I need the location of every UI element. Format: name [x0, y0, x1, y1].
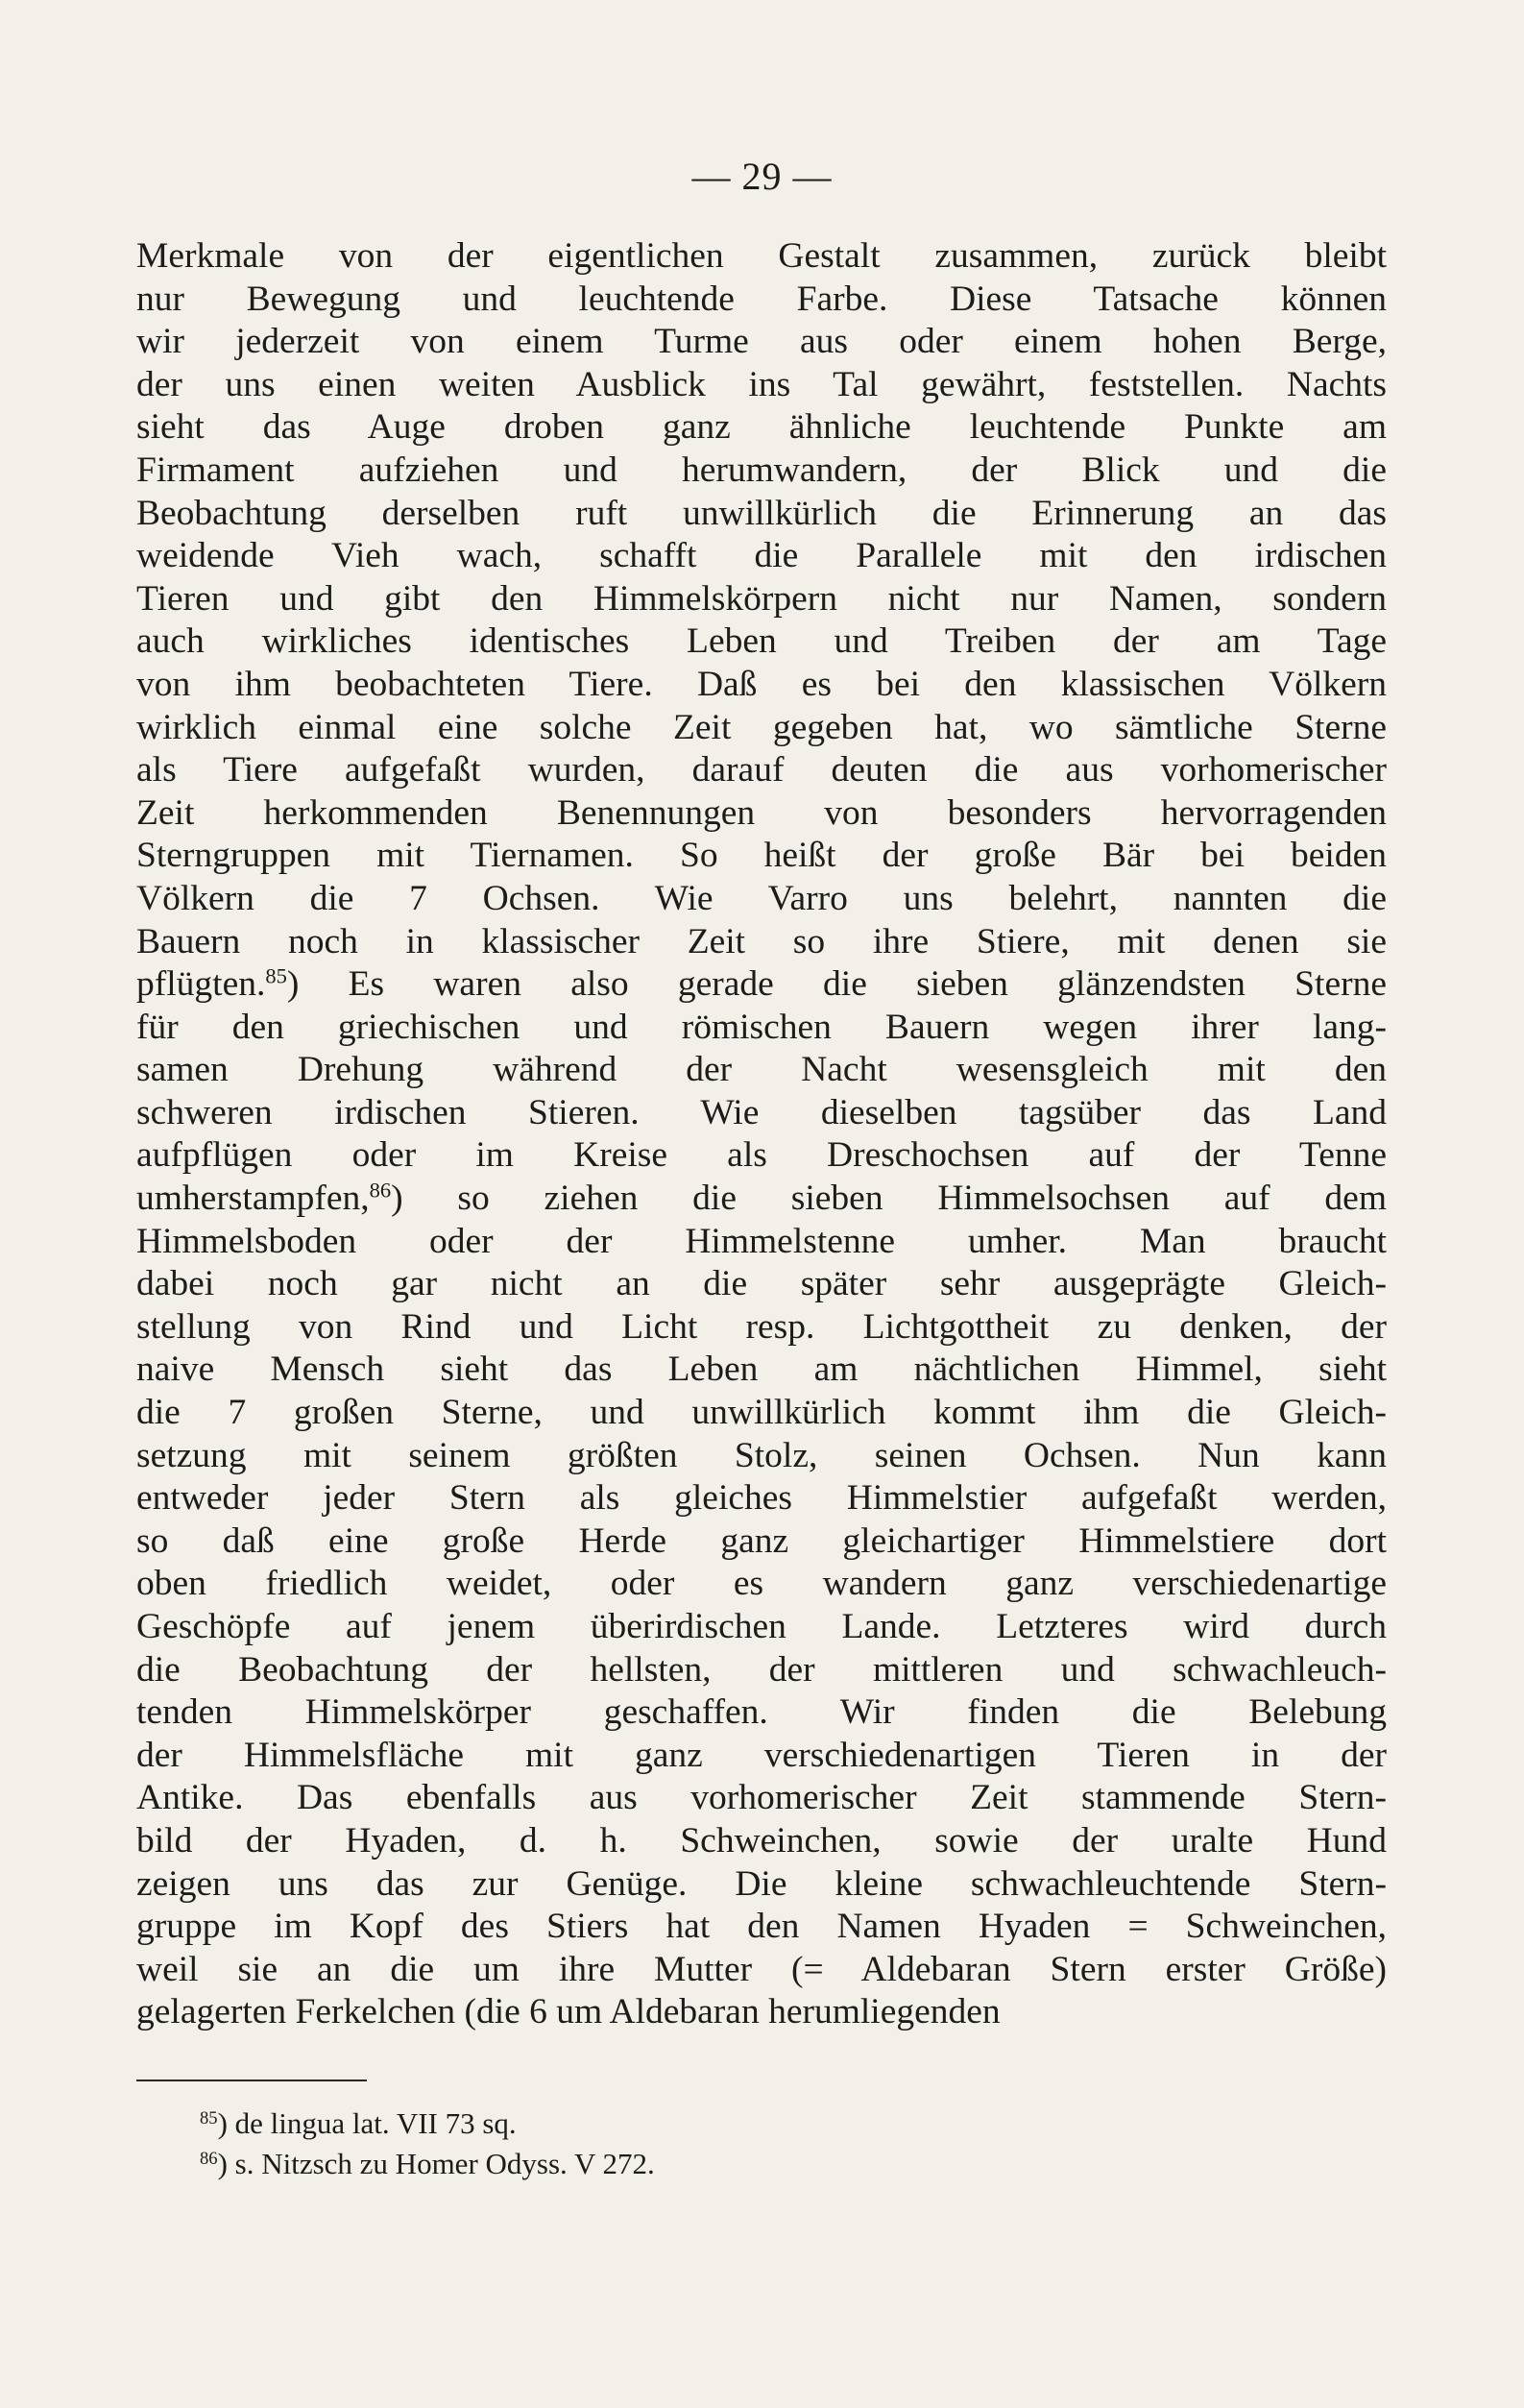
body-line: nur Bewegung und leuchtende Farbe. Diese Tatsache können [136, 279, 1387, 319]
body-line: für den griechischen und römischen Bauern wegen ihrer lang- [136, 1007, 1387, 1047]
body-line: als Tiere aufgefaßt wurden, darauf deuten die aus vorhomerischer [136, 750, 1387, 791]
body-line: stellung von Rind und Licht resp. Lichtgottheit zu denken, der [136, 1306, 1387, 1347]
body-line: pflügten.$^{85}$) Es waren also gerade die sieben glänzendsten Sterne [136, 963, 1387, 1005]
body-line: gelagerten Ferkelchen (die 6 um Aldebaran herumliegenden [136, 1992, 1001, 2032]
body-line: Bauern noch in klassischer Zeit so ihre Stiere, mit denen sie [136, 921, 1387, 961]
body-line: umherstampfen,$^{86}$) so ziehen die sieben Himmelsochsen auf dem [136, 1178, 1387, 1219]
body-line: der uns einen weiten Ausblick ins Tal gewährt, feststellen. Nachts [136, 364, 1387, 404]
body-line: Firmament aufziehen und herumwandern, der Blick und die [136, 450, 1387, 490]
body-line: so daß eine große Herde ganz gleichartiger Himmelstiere dort [136, 1520, 1387, 1561]
body-line: wirklich einmal eine solche Zeit gegeben hat, wo sämtliche Sterne [136, 707, 1387, 747]
body-line: weidende Vieh wach, schafft die Parallele mit den irdischen [136, 536, 1387, 576]
body-line: weil sie an die um ihre Mutter (= Aldebaran Stern erster Größe) [136, 1949, 1387, 1989]
page-number: — 29 — [691, 155, 833, 198]
body-line: entweder jeder Stern als gleiches Himmelstier aufgefaßt werden, [136, 1478, 1387, 1519]
body-line: setzung mit seinem größten Stolz, seinen Ochsen. Nun kann [136, 1435, 1387, 1475]
body-line: von ihm beobachteten Tiere. Daß es bei den klassischen Völkern [136, 664, 1387, 704]
body-line: Völkern die 7 Ochsen. Wie Varro uns belehrt, nannten die [136, 878, 1387, 918]
body-line: sieht das Auge droben ganz ähnliche leuchtende Punkte am [136, 407, 1387, 448]
body-line: der Himmelsfläche mit ganz verschiedenartigen Tieren in der [136, 1735, 1387, 1775]
footnote-reference: 85 [265, 963, 287, 988]
footnote-text: ) de lingua lat. VII 73 sq. [217, 2106, 517, 2140]
footnote-reference: 86 [369, 1178, 392, 1203]
body-line: die 7 großen Sterne, und unwillkürlich kommt ihm die Gleich- [136, 1393, 1387, 1433]
body-line: bild der Hyaden, d. h. Schweinchen, sowie der uralte Hund [136, 1820, 1387, 1861]
body-line: Sterngruppen mit Tiernamen. So heißt der große Bär bei beiden [136, 836, 1387, 876]
body-line: samen Drehung während der Nacht wesensgleich mit den [136, 1050, 1387, 1090]
footnote [200, 2144, 655, 2184]
footnote-text: ) s. Nitzsch zu Homer Odyss. V 272. [217, 2147, 655, 2180]
body-line: Himmelsboden oder der Himmelstenne umher. Man braucht [136, 1221, 1387, 1261]
body-line: schweren irdischen Stieren. Wie dieselben tagsüber das Land [136, 1092, 1387, 1132]
body-line: wir jederzeit von einem Turme aus oder einem hohen Berge, [136, 322, 1387, 362]
body-line: Tieren und gibt den Himmelskörpern nicht nur Namen, sondern [136, 578, 1387, 619]
footnote-mark: 86 [200, 2148, 218, 2169]
body-line: gruppe im Kopf des Stiers hat den Namen Hyaden = Schweinchen, [136, 1907, 1387, 1947]
footnote-rule [136, 2080, 367, 2081]
body-line: Beobachtung derselben ruft unwillkürlich die Erinnerung an das [136, 493, 1387, 533]
footnote [200, 2104, 655, 2144]
body-line: naive Mensch sieht das Leben am nächtlichen Himmel, sieht [136, 1350, 1387, 1390]
footnotes [200, 2104, 655, 2184]
body-line: die Beobachtung der hellsten, der mittleren und schwachleuch- [136, 1649, 1387, 1690]
body-line: Merkmale von der eigentlichen Gestalt zusammen, zurück bleibt [136, 236, 1387, 276]
body-line: zeigen uns das zur Genüge. Die kleine schwachleuchtende Stern- [136, 1863, 1387, 1904]
body-line: Antike. Das ebenfalls aus vorhomerischer Zeit stammende Stern- [136, 1778, 1387, 1818]
body-text [136, 235, 1387, 2034]
body-line: dabei noch gar nicht an die später sehr ausgeprägte Gleich- [136, 1264, 1387, 1304]
body-line: aufpflügen oder im Kreise als Dreschochsen auf der Tenne [136, 1135, 1387, 1176]
footnote-mark: 85 [200, 2107, 218, 2128]
body-line: Geschöpfe auf jenem überirdischen Lande. Letzteres wird durch [136, 1607, 1387, 1646]
body-line: tenden Himmelskörper geschaffen. Wir finden die Belebung [136, 1692, 1387, 1733]
body-line: auch wirkliches identisches Leben und Treiben der am Tage [136, 621, 1387, 662]
body-line: oben friedlich weidet, oder es wandern ganz verschiedenartige [136, 1564, 1387, 1604]
body-line: Zeit herkommenden Benennungen von besonders hervorragenden [136, 792, 1387, 833]
